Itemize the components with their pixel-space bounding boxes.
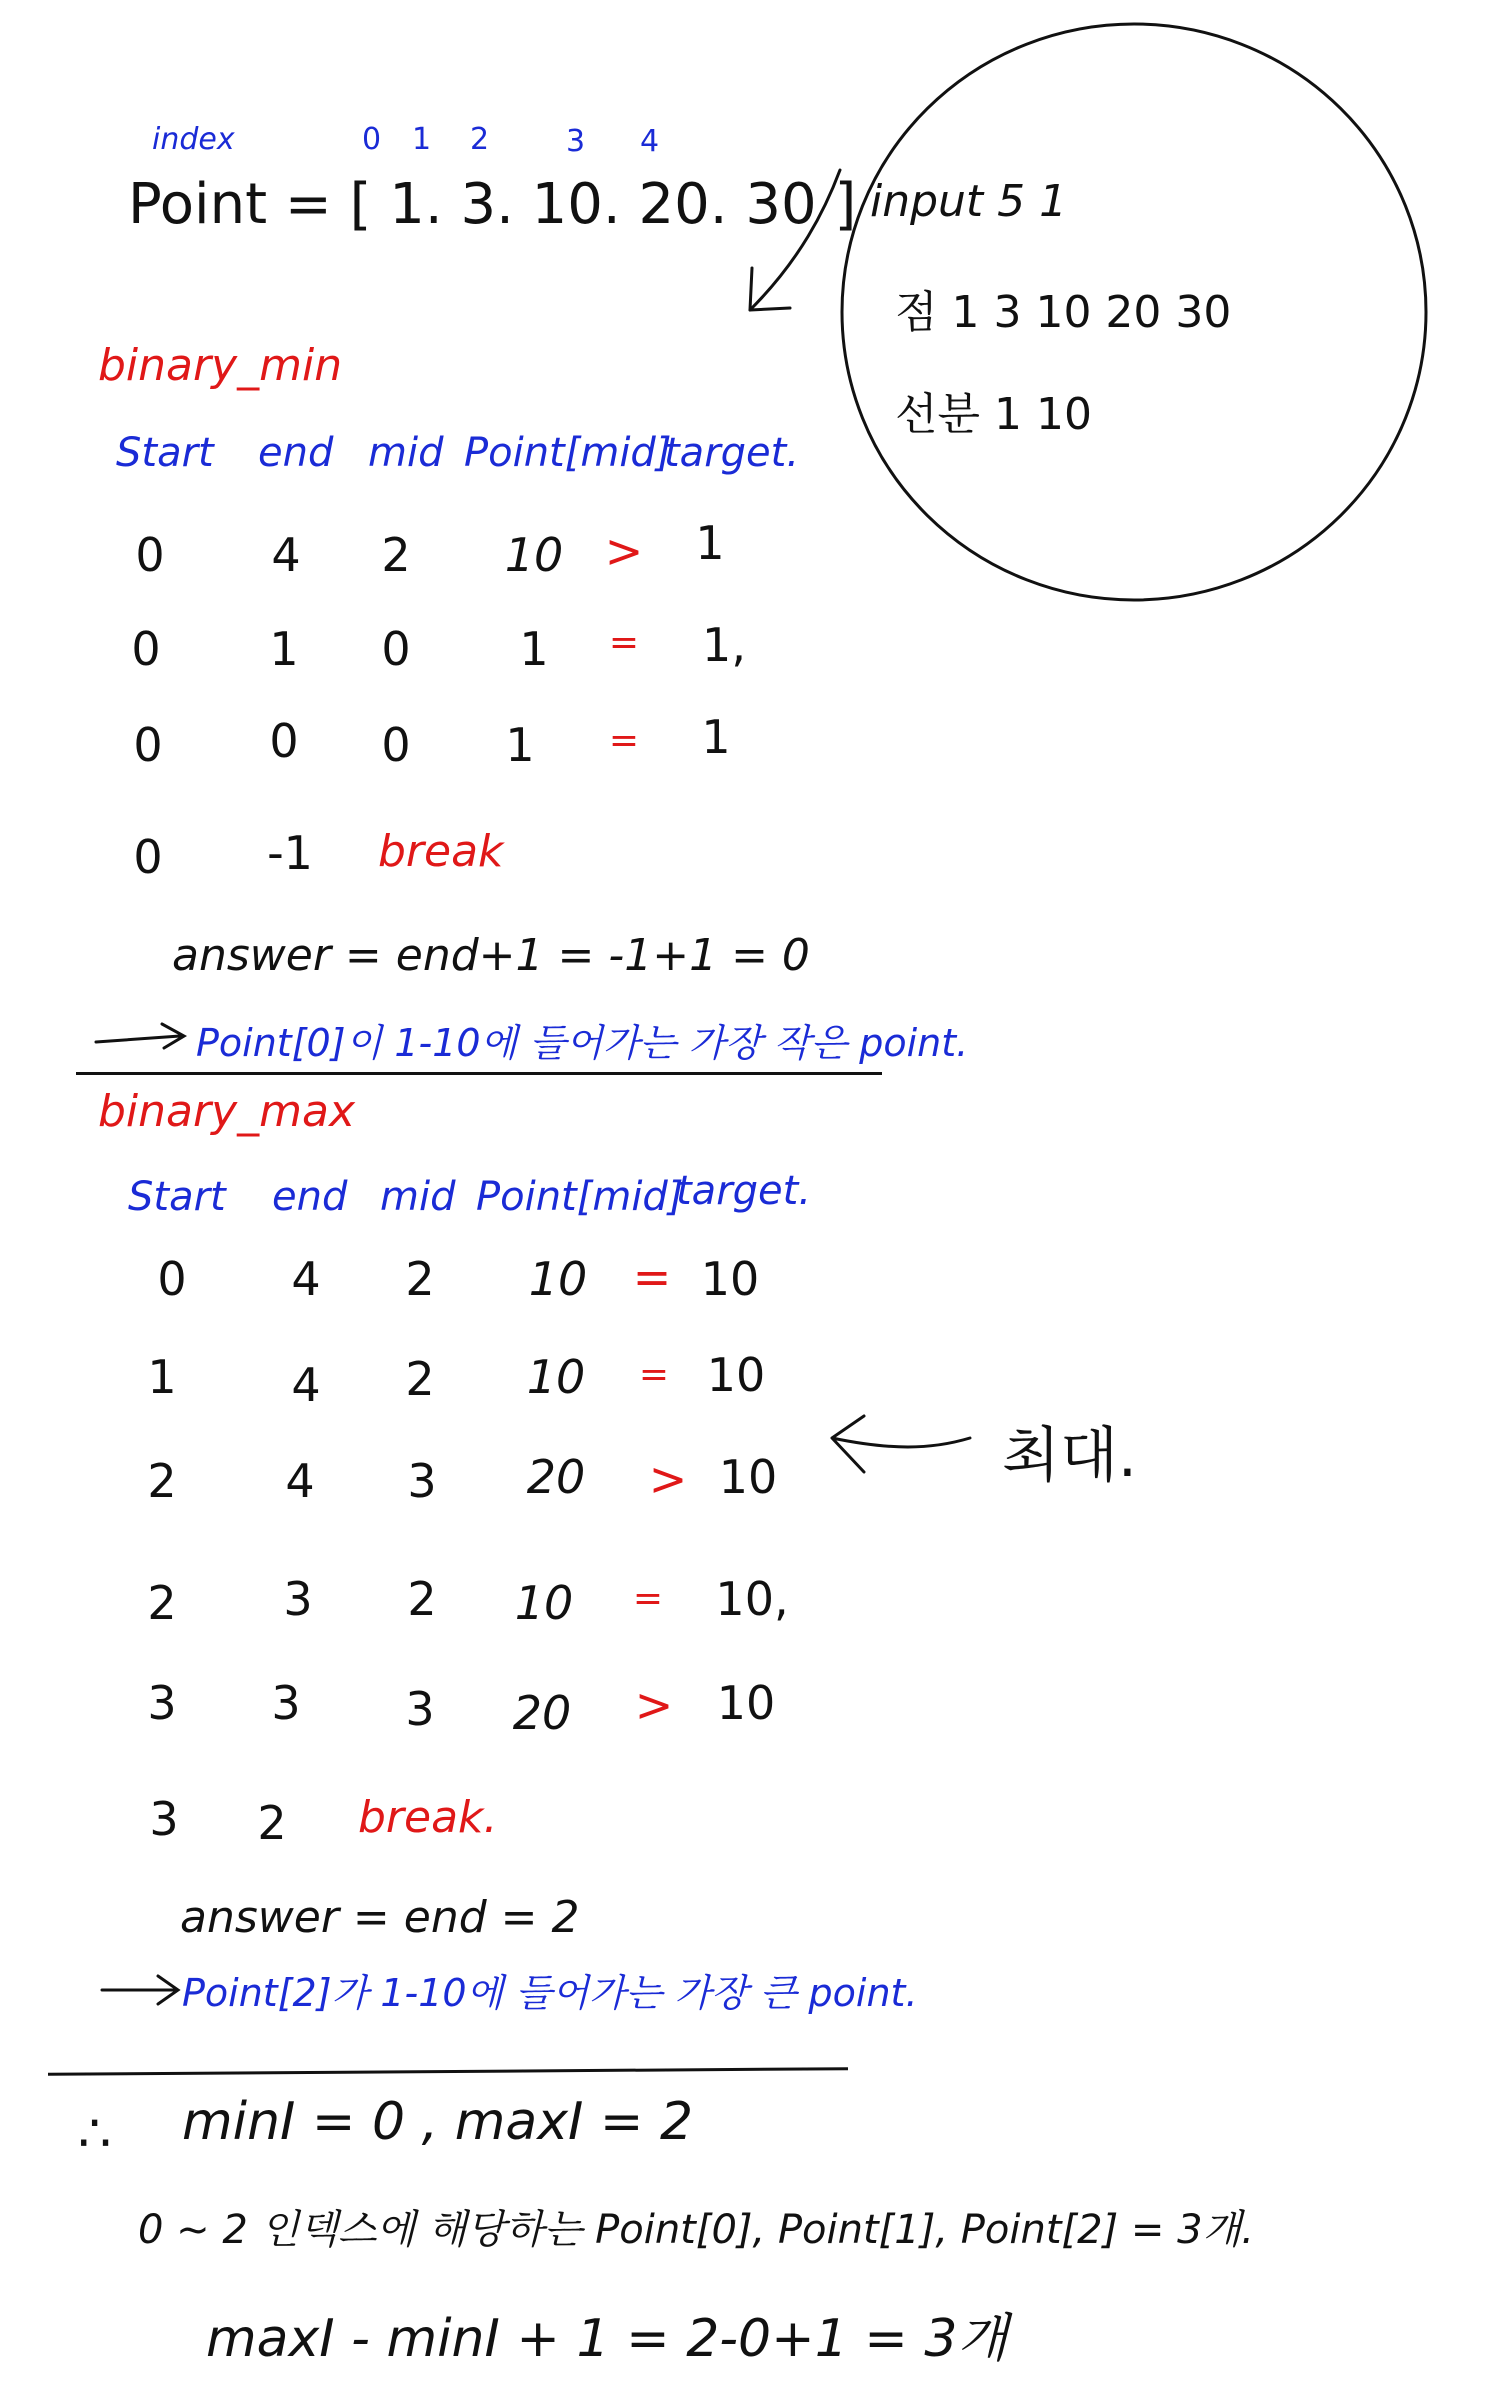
cell-mid: 2: [407, 1572, 437, 1626]
cell-mid: 2: [405, 1252, 435, 1306]
binary-min-answer: answer = end+1 = -1+1 = 0: [172, 930, 810, 981]
cell-target: 10: [716, 1676, 776, 1730]
cell-start: 2: [147, 1576, 177, 1630]
arrow-right-icon: [92, 1018, 192, 1058]
header-target: target.: [664, 430, 800, 476]
cell-compare: >: [648, 1452, 688, 1506]
conclusion-line-3: maxI - minI + 1 = 2-0+1 = 3개: [206, 2309, 1008, 2369]
arrow-left-icon: [820, 1410, 980, 1480]
header-end: end: [272, 1174, 348, 1220]
section-divider: [76, 1072, 882, 1075]
cell-compare: =: [638, 1354, 670, 1395]
cell-target: 10,: [715, 1572, 789, 1626]
cell-end: -1: [267, 826, 313, 880]
cell-target: 1: [695, 516, 725, 570]
cell-start: 3: [147, 1676, 177, 1730]
break-label: break.: [358, 1792, 498, 1843]
header-mid: mid: [368, 430, 444, 476]
cell-point-mid: 1: [505, 718, 535, 772]
cell-end: 3: [271, 1676, 301, 1730]
cell-start: 0: [131, 622, 161, 676]
circle-input-line: input 5 1: [870, 176, 1068, 227]
cell-target: 1,: [702, 618, 746, 672]
cell-point-mid: 10: [514, 1576, 574, 1630]
cell-end: 3: [283, 1572, 313, 1626]
section-divider: [48, 2067, 848, 2076]
cell-end: 0: [269, 714, 299, 768]
header-mid: mid: [380, 1174, 456, 1220]
cell-start: 2: [147, 1454, 177, 1508]
cell-mid: 0: [381, 622, 411, 676]
point-array: Point = [ 1. 3. 10. 20. 30 ]: [128, 172, 857, 237]
cell-point-mid: 10: [504, 528, 564, 582]
max-annotation: 최대.: [1002, 1421, 1137, 1491]
cell-point-mid: 10: [526, 1350, 586, 1404]
cell-start: 0: [157, 1252, 187, 1306]
cell-end: 4: [291, 1358, 321, 1412]
cell-mid: 3: [405, 1682, 435, 1736]
cell-end: 2: [257, 1796, 287, 1850]
cell-compare: >: [604, 524, 644, 578]
cell-mid: 2: [405, 1352, 435, 1406]
therefore-symbol: ∴: [78, 2104, 112, 2164]
index-number: 0: [362, 122, 382, 157]
cell-point-mid: 20: [512, 1686, 572, 1740]
binary-max-title: binary_max: [98, 1086, 355, 1137]
circle-segment-line: 선분 1 10: [895, 389, 1092, 440]
cell-mid: 3: [407, 1454, 437, 1508]
index-label: index: [152, 122, 235, 157]
index-number: 4: [640, 124, 660, 159]
header-end: end: [258, 430, 334, 476]
cell-compare: =: [608, 622, 640, 663]
break-label: break: [378, 826, 504, 877]
header-target: target.: [676, 1168, 812, 1214]
cell-end: 1: [269, 622, 299, 676]
binary-min-note: Point[0]이 1-10에 들어가는 가장 작은 point.: [196, 1021, 969, 1065]
cell-compare: =: [632, 1250, 672, 1304]
cell-mid: 0: [381, 718, 411, 772]
cell-start: 0: [133, 718, 163, 772]
circle-points-line: 점 1 3 10 20 30: [895, 287, 1232, 338]
cell-target: 1: [701, 710, 731, 764]
cell-target: 10: [706, 1348, 766, 1402]
cell-start: 1: [147, 1350, 177, 1404]
arrow-right-icon: [98, 1970, 188, 2010]
index-number: 1: [412, 122, 432, 157]
binary-min-title: binary_min: [98, 340, 343, 391]
index-number: 2: [470, 122, 490, 157]
cell-target: 10: [700, 1252, 760, 1306]
cell-start: 0: [135, 528, 165, 582]
cell-end: 4: [271, 528, 301, 582]
cell-point-mid: 1: [519, 622, 549, 676]
cell-point-mid: 10: [528, 1252, 588, 1306]
binary-max-answer: answer = end = 2: [180, 1892, 580, 1943]
cell-compare: =: [608, 720, 640, 761]
binary-max-note: Point[2]가 1-10에 들어가는 가장 큰 point.: [182, 1971, 918, 2015]
header-point-mid: Point[mid]: [476, 1174, 684, 1220]
conclusion-line-2: 0 ~ 2 인덱스에 해당하는 Point[0], Point[1], Point[2] = 3개.: [138, 2207, 1254, 2253]
cell-end: 4: [291, 1252, 321, 1306]
cell-compare: =: [632, 1578, 664, 1619]
header-start: Start: [128, 1174, 226, 1220]
header-point-mid: Point[mid]: [464, 430, 672, 476]
index-number: 3: [566, 124, 586, 159]
cell-start: 0: [133, 830, 163, 884]
cell-end: 4: [285, 1454, 315, 1508]
cell-compare: >: [634, 1678, 674, 1732]
header-start: Start: [116, 430, 214, 476]
conclusion-line-1: minI = 0 , maxI = 2: [182, 2092, 694, 2152]
cell-mid: 2: [381, 528, 411, 582]
cell-target: 10: [718, 1450, 778, 1504]
cell-start: 3: [149, 1792, 179, 1846]
cell-point-mid: 20: [526, 1450, 586, 1504]
